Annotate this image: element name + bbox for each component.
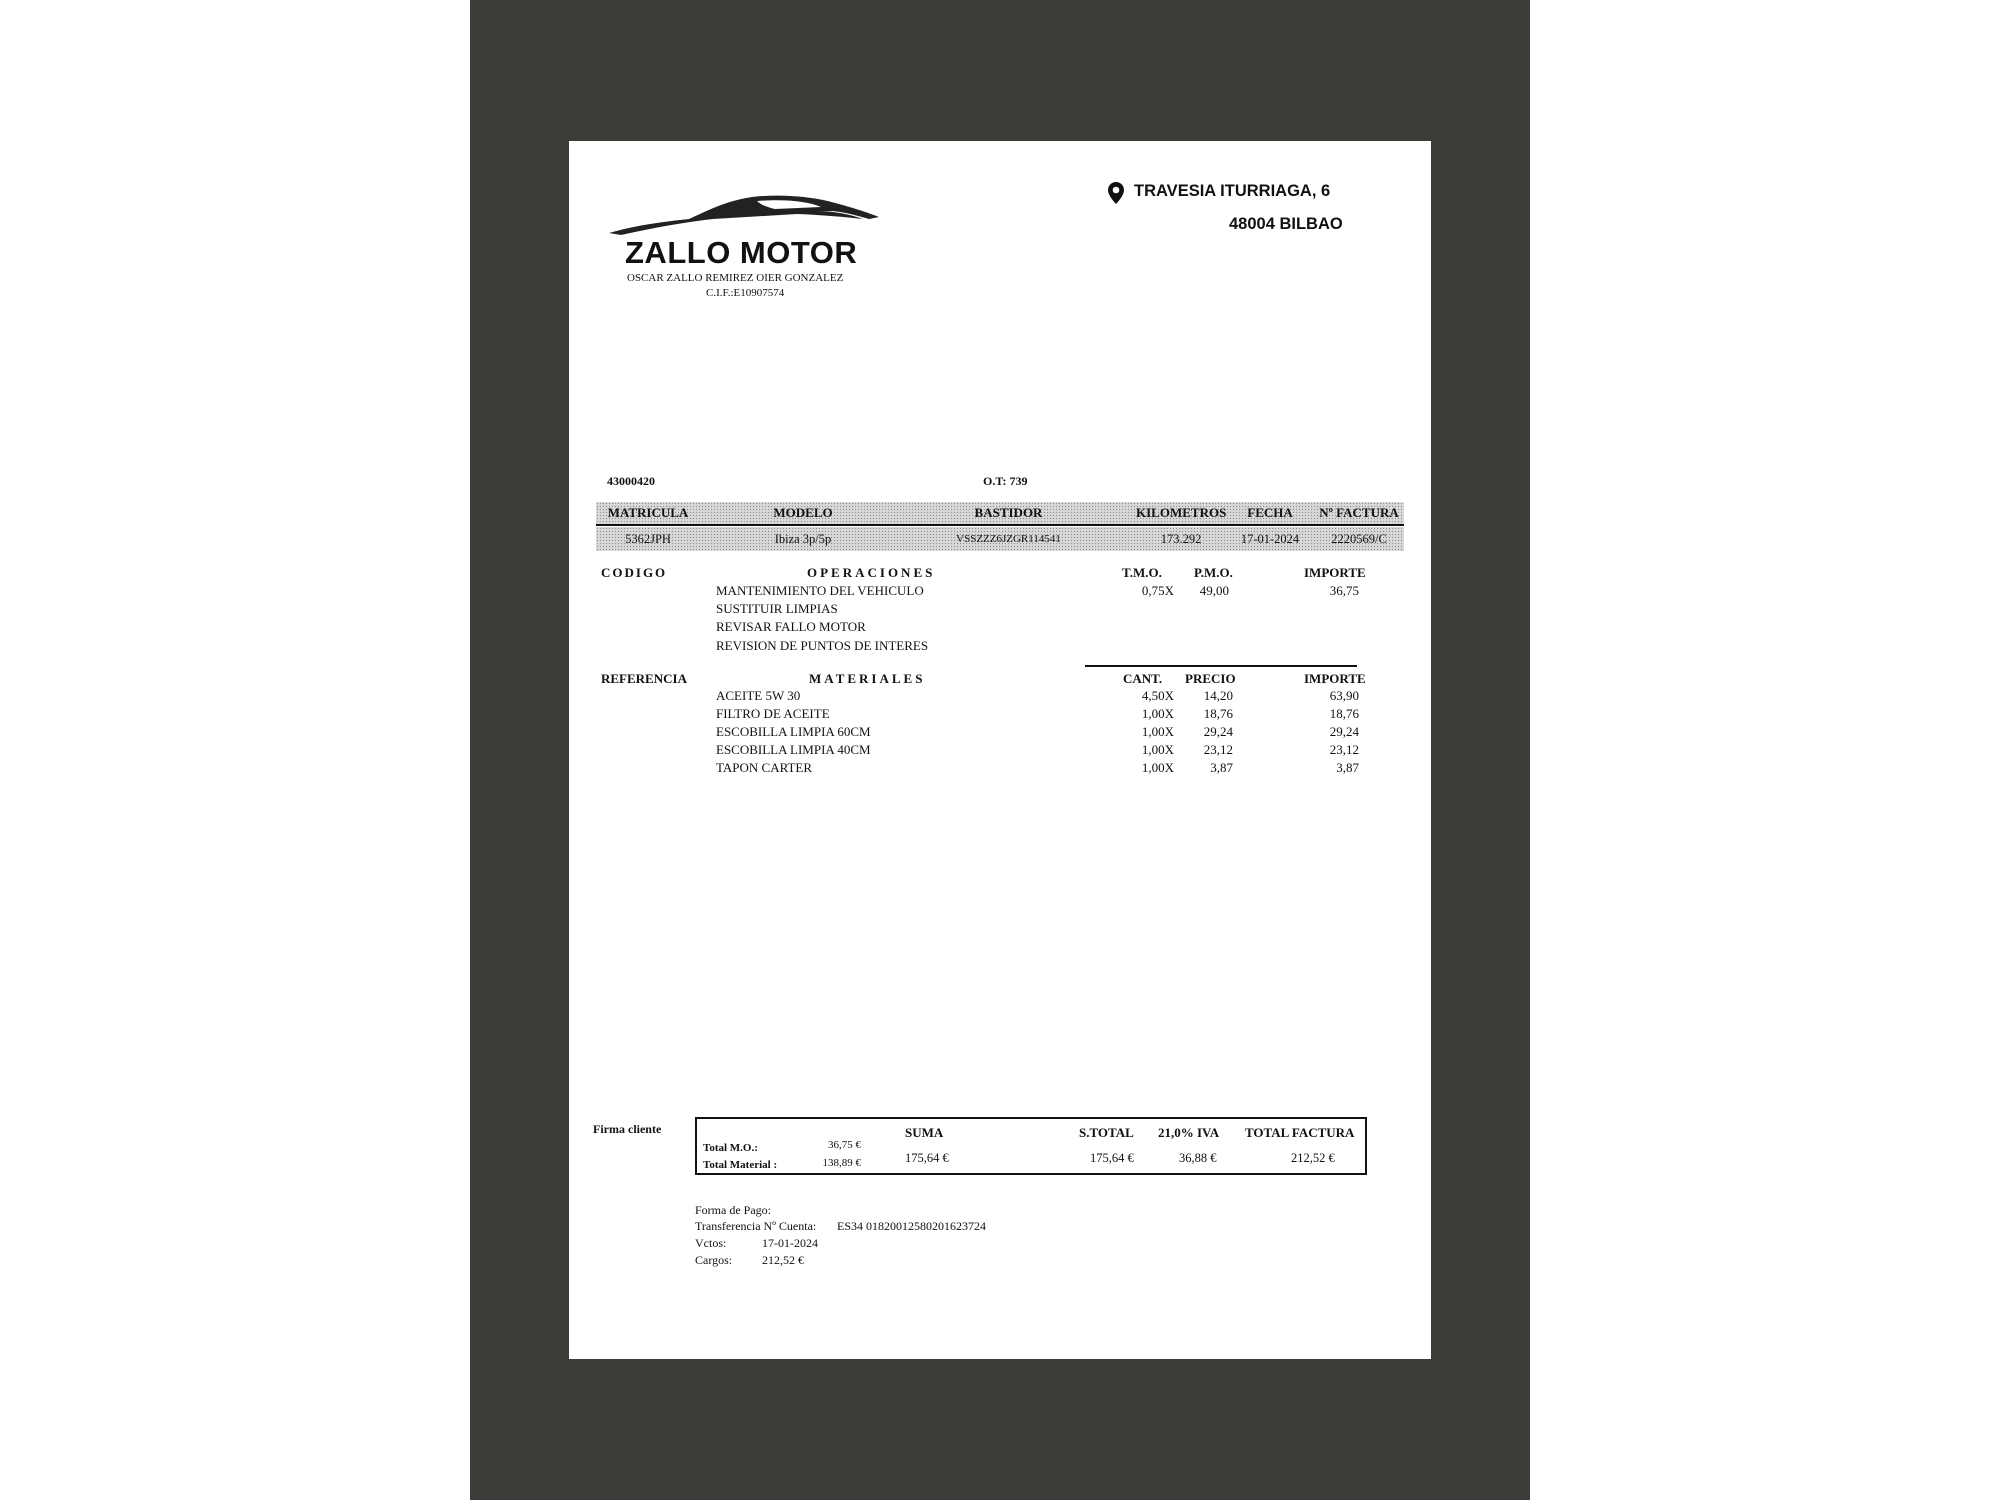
pmo-header: P.M.O.: [1194, 565, 1233, 580]
operation-row: [716, 583, 924, 599]
vehicle-values-row: [596, 527, 1404, 551]
totals-box: [695, 1117, 1367, 1175]
company-owners: OSCAR ZALLO REMIREZ OIER GONZALEZ: [627, 272, 844, 284]
operation-row: REVISION DE PUNTOS DE INTERES: [716, 638, 929, 653]
value-factura: 2220569/C: [1331, 532, 1387, 546]
total-material-value: 138,89 €: [822, 1157, 861, 1169]
stotal-value: 175,64 €: [1090, 1151, 1134, 1165]
importe-header: IMPORTE: [1304, 565, 1366, 580]
material-cant: 4,50X: [1141, 688, 1174, 703]
header-kilometros: KILOMETROS: [1136, 505, 1227, 520]
material-importe: 3,87: [1336, 760, 1359, 775]
firma-cliente-label: Firma cliente: [593, 1122, 662, 1136]
total-factura-label: TOTAL FACTURA: [1245, 1125, 1355, 1140]
value-matricula: 5362JPH: [625, 532, 671, 546]
operation-importe: 36,75: [1329, 583, 1359, 598]
company-cif: C.I.F.:E10907574: [706, 287, 785, 299]
operaciones-title: OPERACIONES: [807, 565, 936, 580]
material-cant: 1,00X: [1141, 724, 1174, 739]
materiales-title: MATERIALES: [809, 671, 926, 686]
material-desc: FILTRO DE ACEITE: [716, 706, 830, 721]
cargos-label: Cargos:: [695, 1253, 733, 1267]
suma-value: 175,64 €: [905, 1151, 949, 1165]
header-modelo: MODELO: [773, 505, 833, 520]
material-precio: 18,76: [1203, 706, 1233, 721]
forma-pago-label: Forma de Pago:: [695, 1203, 771, 1217]
materials-importe-header: IMPORTE: [1304, 671, 1366, 686]
total-mo-value: 36,75 €: [828, 1139, 861, 1151]
total-factura-value: 212,52 €: [1291, 1151, 1335, 1165]
material-importe: 18,76: [1329, 706, 1359, 721]
material-precio: 3,87: [1210, 760, 1233, 775]
precio-header: PRECIO: [1185, 671, 1236, 686]
value-kilometros: 173.292: [1160, 532, 1202, 546]
operation-row: SUSTITUIR LIMPIAS: [716, 601, 838, 616]
cargos-value: 212,52 €: [762, 1253, 804, 1267]
header-matricula: MATRICULA: [607, 505, 689, 520]
tmo-header: T.M.O.: [1122, 565, 1162, 580]
value-fecha: 17-01-2024: [1240, 532, 1300, 546]
address-line1: TRAVESIA ITURRIAGA, 6: [1134, 182, 1331, 200]
header-divider: [596, 524, 1404, 526]
material-desc: ACEITE 5W 30: [716, 688, 801, 703]
header-factura: Nº FACTURA: [1319, 505, 1399, 520]
materials-divider: [1085, 665, 1357, 667]
material-importe: 63,90: [1329, 688, 1359, 703]
suma-label: SUMA: [905, 1125, 944, 1140]
client-code: 43000420: [607, 474, 655, 488]
material-importe: 23,12: [1329, 742, 1359, 757]
material-precio: 14,20: [1203, 688, 1233, 703]
codigo-header: CODIGO: [601, 565, 668, 580]
cant-header: CANT.: [1123, 671, 1163, 686]
header-bastidor: BASTIDOR: [974, 505, 1043, 520]
material-desc: TAPON CARTER: [716, 760, 813, 775]
operation-tmo: 0,75X: [1141, 583, 1174, 598]
material-precio: 29,24: [1203, 724, 1233, 739]
total-material-label: Total Material :: [703, 1159, 778, 1171]
material-cant: 1,00X: [1141, 760, 1174, 775]
material-desc: ESCOBILLA LIMPIA 60CM: [716, 724, 871, 739]
stotal-label: S.TOTAL: [1079, 1125, 1134, 1140]
work-order: O.T: 739: [983, 474, 1028, 488]
material-importe: 29,24: [1329, 724, 1359, 739]
transfer-label: Transferencia Nº Cuenta:: [695, 1219, 817, 1233]
operation-desc: MANTENIMIENTO DEL VEHICULO: [716, 583, 924, 598]
iva-value: 36,88 €: [1179, 1151, 1217, 1165]
referencia-header: REFERENCIA: [601, 671, 687, 686]
material-cant: 1,00X: [1141, 742, 1174, 757]
value-modelo: Ibiza 3p/5p: [774, 532, 832, 546]
header-fecha: FECHA: [1247, 505, 1293, 520]
material-precio: 23,12: [1203, 742, 1233, 757]
material-cant: 1,00X: [1141, 706, 1174, 721]
account-number: ES34 01820012580201623724: [837, 1219, 987, 1233]
operation-pmo: 49,00: [1199, 583, 1229, 598]
vctos-value: 17-01-2024: [762, 1236, 818, 1250]
operation-row: REVISAR FALLO MOTOR: [716, 619, 866, 634]
map-pin-icon: [1107, 181, 1125, 205]
company-name: ZALLO MOTOR: [625, 235, 858, 270]
material-desc: ESCOBILLA LIMPIA 40CM: [716, 742, 871, 757]
iva-label: 21,0% IVA: [1158, 1125, 1220, 1140]
vctos-label: Vctos:: [695, 1236, 727, 1250]
materials-list: [569, 688, 1431, 780]
vehicle-header-row: [596, 502, 1404, 524]
invoice-page: [569, 141, 1431, 1359]
address-line2: 48004 BILBAO: [1229, 215, 1343, 233]
value-bastidor: VSSZZZ6JZGR114541: [956, 533, 1061, 545]
total-mo-label: Total M.O.:: [703, 1142, 758, 1154]
